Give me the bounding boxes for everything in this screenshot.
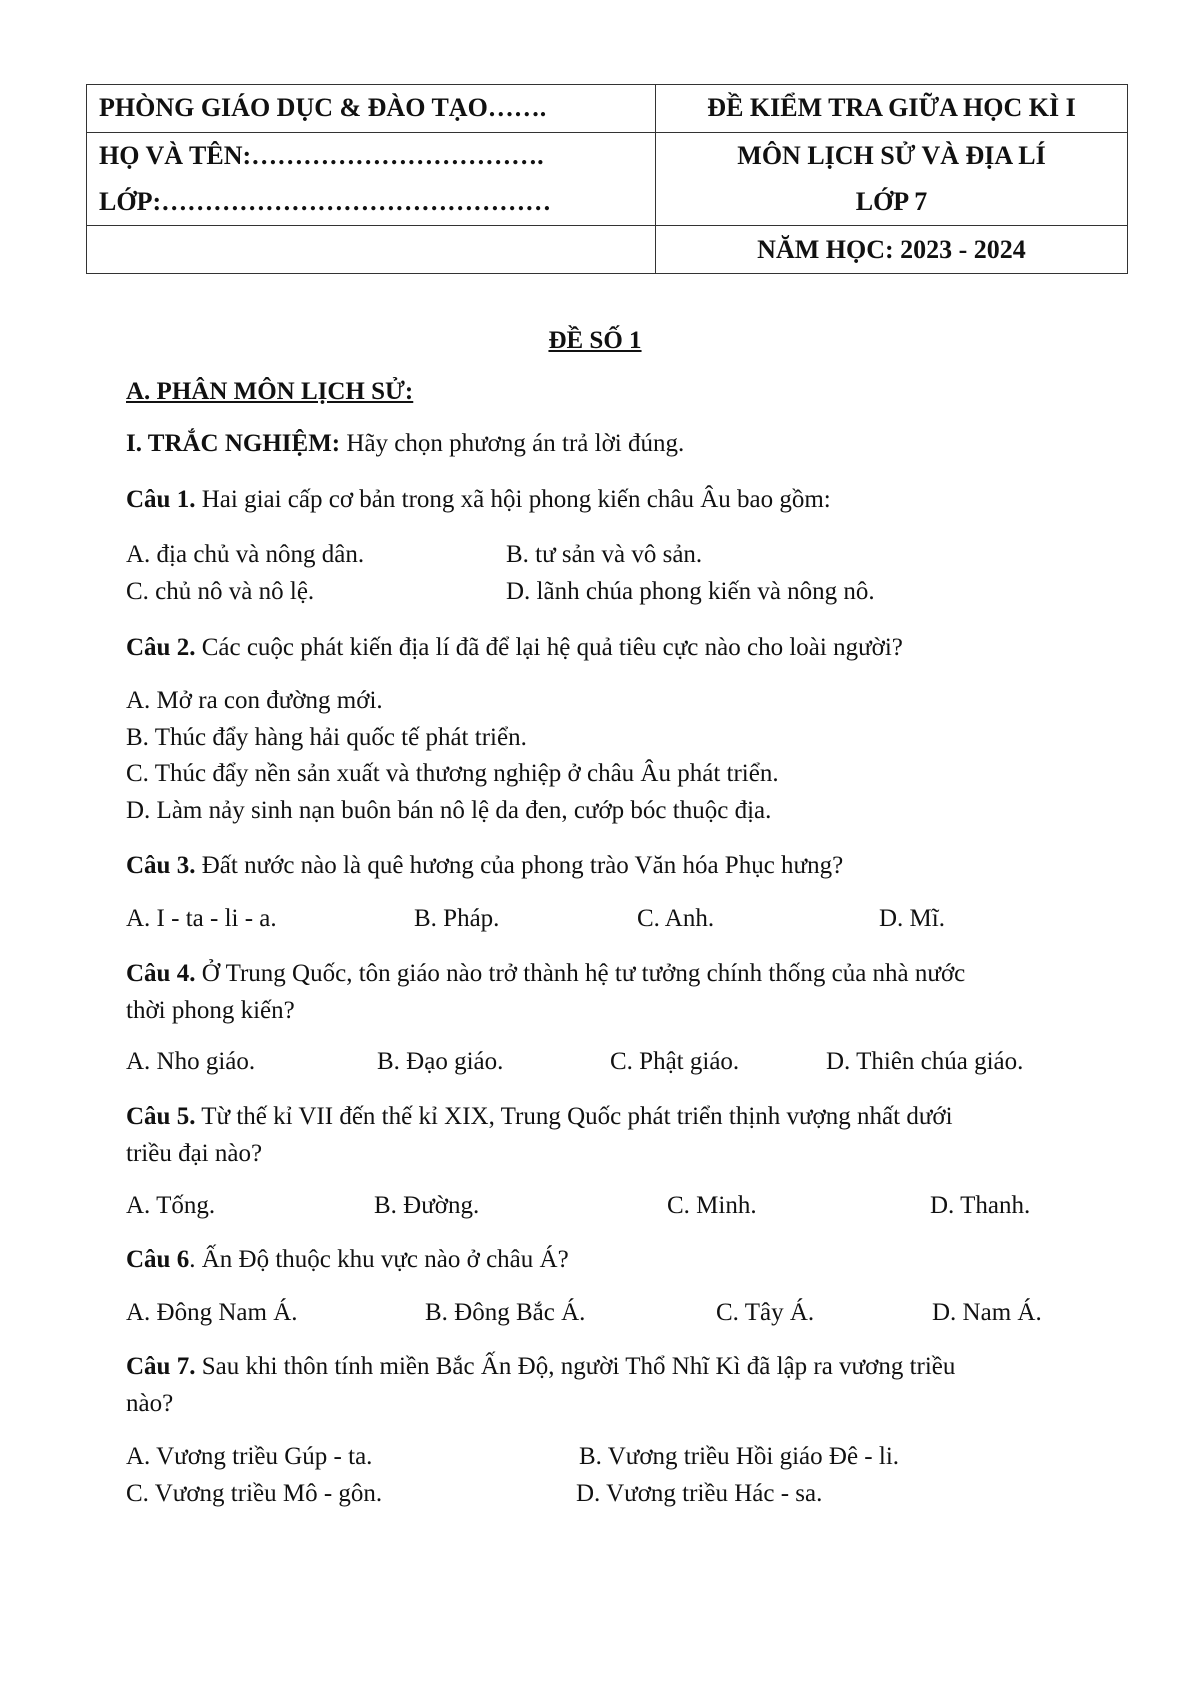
- question-text: Đất nước nào là quê hương của phong trào Văn hóa Phục hưng?: [195, 852, 844, 879]
- school-year-cell: NĂM HỌC: 2023 - 2024: [656, 226, 1128, 274]
- option-b: B. Vương triều Hồi giáo Đê - li.: [579, 1443, 900, 1470]
- option-d: D. Vương triều Hác - sa.: [576, 1480, 823, 1507]
- question-label: Câu 3.: [126, 852, 196, 879]
- option-b: B. Đạo giáo.: [377, 1048, 504, 1075]
- option-a: A. Nho giáo.: [126, 1048, 256, 1075]
- question-label: Câu 7.: [126, 1353, 196, 1380]
- option-d: D. Thiên chúa giáo.: [826, 1048, 1024, 1075]
- option-b: B. Thúc đẩy hàng hải quốc tế phát triển.: [126, 724, 527, 751]
- question-6: [126, 1246, 569, 1274]
- question-text: Sau khi thôn tính miền Bắc Ấn Độ, người Thổ Nhĩ Kì đã lập ra vương triều: [195, 1353, 956, 1380]
- option-b: B. Đông Bắc Á.: [425, 1299, 586, 1326]
- part-1-instruction: Hãy chọn phương án trả lời đúng.: [340, 430, 685, 457]
- option-a: A. Tống.: [126, 1192, 216, 1219]
- option-a: A. Đông Nam Á.: [126, 1299, 298, 1326]
- question-4: [126, 960, 965, 988]
- question-label: Câu 5.: [126, 1103, 196, 1130]
- exam-header-table: [86, 84, 1128, 274]
- option-b: B. Pháp.: [414, 905, 500, 932]
- subject-cell: [656, 132, 1128, 226]
- subject-name: MÔN LỊCH SỬ VÀ ĐỊA LÍ: [737, 140, 1046, 170]
- option-b: B. Đường.: [374, 1192, 480, 1219]
- option-c: C. Tây Á.: [716, 1299, 815, 1326]
- question-7: [126, 1353, 955, 1381]
- option-c: C. Thúc đẩy nền sản xuất và thương nghiệp ở châu Âu phát triển.: [126, 760, 779, 787]
- question-text: Các cuộc phát kiến địa lí đã để lại hệ quả tiêu cực nào cho loài người?: [195, 634, 903, 661]
- class-field: LỚP:………………………………………: [99, 186, 552, 216]
- part-1-label: I. TRẮC NGHIỆM:: [126, 430, 341, 457]
- option-d: D. lãnh chúa phong kiến và nông nô.: [506, 578, 875, 605]
- department-cell: PHÒNG GIÁO DỤC & ĐÀO TẠO…….: [87, 85, 656, 133]
- option-d: D. Thanh.: [930, 1192, 1031, 1219]
- question-1: [126, 486, 831, 514]
- question-5-cont: triều đại nào?: [126, 1140, 263, 1167]
- part-1-heading: [126, 430, 684, 458]
- question-label: Câu 6: [126, 1246, 190, 1273]
- name-field: HỌ VÀ TÊN:…………………………….: [99, 140, 544, 170]
- question-label: Câu 2.: [126, 634, 196, 661]
- question-5: [126, 1103, 953, 1131]
- question-2: [126, 634, 903, 662]
- question-4-cont: thời phong kiến?: [126, 997, 295, 1024]
- question-7-cont: nào?: [126, 1390, 174, 1417]
- exam-title-cell: ĐỀ KIỂM TRA GIỮA HỌC KÌ I: [656, 85, 1128, 133]
- option-c: C. Phật giáo.: [610, 1048, 740, 1075]
- question-text: . Ấn Độ thuộc khu vực nào ở châu Á?: [189, 1246, 569, 1273]
- grade-label: LỚP 7: [855, 186, 928, 216]
- question-text: Hai giai cấp cơ bản trong xã hội phong kiến châu Âu bao gồm:: [195, 486, 831, 513]
- student-info-cell: [87, 132, 656, 226]
- question-label: Câu 4.: [126, 960, 196, 987]
- question-label: Câu 1.: [126, 486, 196, 513]
- option-d: D. Nam Á.: [932, 1299, 1042, 1326]
- option-a: A. Mở ra con đường mới.: [126, 687, 383, 714]
- option-d: D. Mĩ.: [879, 905, 945, 932]
- question-text: Từ thế kỉ VII đến thế kỉ XIX, Trung Quốc phát triển thịnh vượng nhất dưới: [195, 1103, 953, 1130]
- question-3: [126, 852, 843, 880]
- option-a: A. địa chủ và nông dân.: [126, 541, 365, 568]
- option-a: A. I - ta - li - a.: [126, 905, 277, 932]
- option-b: B. tư sản và vô sản.: [506, 541, 703, 568]
- exam-code: ĐỀ SỐ 1: [548, 327, 642, 354]
- empty-cell: [87, 226, 656, 274]
- option-c: C. chủ nô và nô lệ.: [126, 578, 315, 605]
- option-c: C. Minh.: [667, 1192, 757, 1219]
- question-text: Ở Trung Quốc, tôn giáo nào trở thành hệ tư tưởng chính thống của nhà nước: [195, 960, 966, 987]
- option-d: D. Làm nảy sinh nạn buôn bán nô lệ da đen, cướp bóc thuộc địa.: [126, 797, 772, 824]
- option-c: C. Anh.: [637, 905, 715, 932]
- option-c: C. Vương triều Mô - gôn.: [126, 1480, 383, 1507]
- section-a-title: A. PHÂN MÔN LỊCH SỬ:: [126, 378, 414, 405]
- option-a: A. Vương triều Gúp - ta.: [126, 1443, 373, 1470]
